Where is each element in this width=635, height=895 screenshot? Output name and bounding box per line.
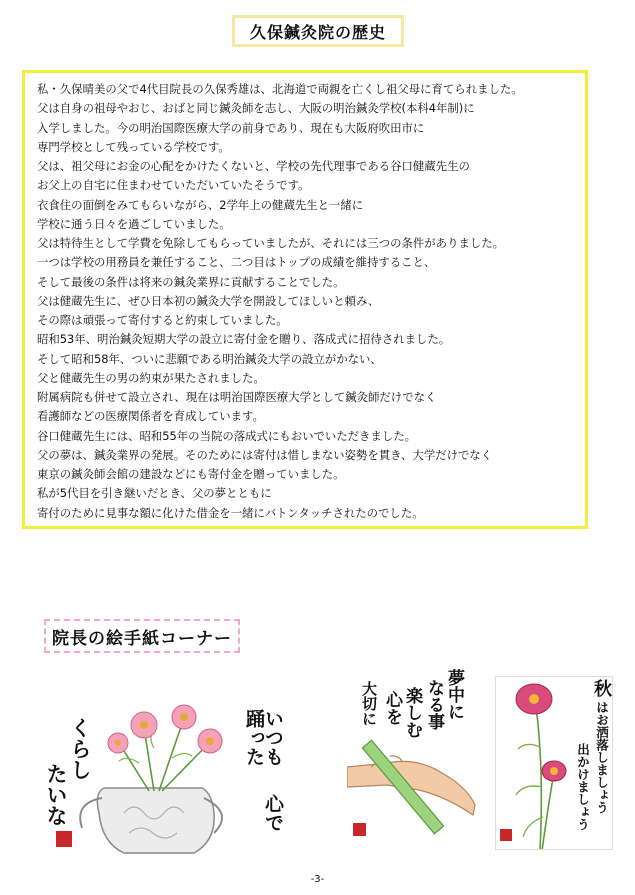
history-line: 谷口健蔵先生には、昭和55年の当院の落成式にもおいでいただきました。 (37, 428, 416, 443)
history-line: 昭和53年、明治鍼灸短期大学の設立に寄付金を贈り、落成式に招待されました。 (37, 332, 451, 347)
history-line: 一つは学校の用務員を兼任すること、二つ目はトップの成績を維持すること、 (37, 255, 436, 270)
history-line: 専門学校として残っている学校です。 (37, 139, 230, 154)
history-line: そして最後の条件は将来の鍼灸業界に貢献することでした。 (37, 274, 345, 289)
history-line: 父は健蔵先生に、ぜひ日本初の鍼灸大学を開設してほしいと頼み、 (37, 293, 380, 308)
etegami-card-cosmos (495, 676, 613, 850)
history-line: 父は自身の祖母やおじ、おばと同じ鍼灸師を志し、大阪の明治鍼灸学校(本科4年制)に (37, 101, 475, 116)
history-line: 東京の鍼灸師会館の建設などにも寄付金を贈っていました。 (37, 467, 345, 481)
history-text-box (22, 70, 588, 529)
history-line: 父の夢は、鍼灸業界の発展。そのためには寄付は惜しまない姿勢を貫き、大学だけでなく (37, 447, 493, 462)
history-line: 父は、祖父母にお金の心配をかけたくないと、学校の先代理事である谷口健蔵先生の (37, 159, 470, 173)
history-line: 私・久保晴美の父で4代目院長の久保秀雄は、北海道で両親を亡くし祖父母に育てられました。 (37, 82, 523, 96)
card2-text-3: 楽しむ (402, 687, 422, 738)
history-line: 入学しました。今の明治国際医療大学の前身であり、現在も大阪府吹田市に (37, 120, 425, 135)
card2-text-5: 大切に (360, 681, 378, 726)
history-line: お父上の自宅に住まわせていただいていたそうです。 (37, 178, 310, 193)
etegami-card-cosmos-vase (44, 703, 294, 854)
etegami-card-hand (347, 665, 478, 844)
history-line: 附属病院も併せて設立され、現在は明治国際医療大学として鍼灸師だけでなく (37, 390, 437, 404)
card3-text-2: はお洒落しましょう (594, 701, 610, 814)
history-line: 父と健蔵先生の男の約束が果たされました。 (37, 370, 265, 385)
card1-text-2: たいな (44, 763, 69, 826)
history-line: 看護師などの医療関係者を育成しています。 (37, 409, 264, 424)
history-line: 父は特待生として学費を免除してもらっていましたが、それには三つの条件がありました。 (37, 236, 505, 250)
card2-text-1: 夢中に (444, 669, 464, 720)
card2-text-2: なる事 (424, 679, 444, 730)
history-line: 私が5代目を引き継いだとき、父の夢とともに (37, 486, 272, 501)
history-line: 寄付のために見事な額に化けた借金を一緒にバトンタッチされたのでした。 (37, 505, 424, 520)
page-number: -3- (310, 874, 325, 885)
card2-text-4: 心を (382, 691, 402, 725)
card1-text-3: いつも踊った心で (243, 709, 284, 832)
card3-text-1: 秋 (591, 679, 612, 697)
card3-text-3: 出かけましょう (575, 743, 591, 831)
history-line: 衣食住の面倒をみてもらいながら、2学年上の健蔵先生と一緒に (37, 197, 364, 212)
page-title: 久保鍼灸院の歴史 (232, 15, 404, 47)
history-line: その際は頑張って寄付すると約束していました。 (37, 313, 288, 327)
card1-text-1: くらし (68, 717, 93, 780)
history-line: 学校に通う日々を過ごしていました。 (37, 216, 231, 231)
history-line: そして昭和58年、ついに悲願である明治鍼灸大学の設立がかない、 (37, 351, 382, 366)
corner-title: 院長の絵手紙コーナー (44, 619, 240, 653)
